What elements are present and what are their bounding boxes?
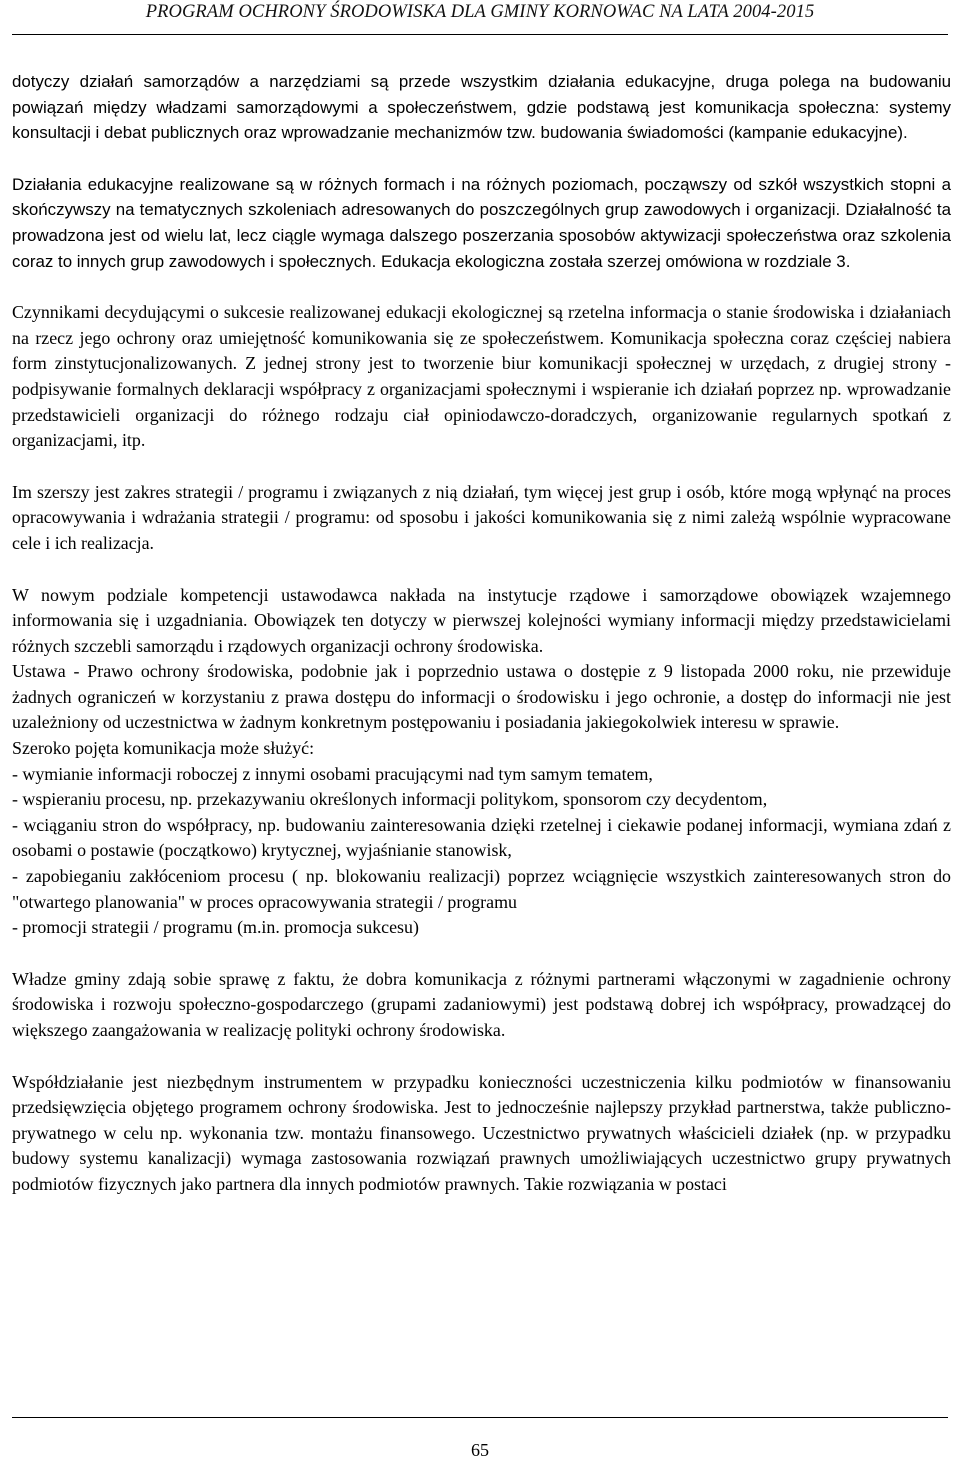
page-number: 65 [471,1440,489,1460]
paragraph-cooperation: Współdziałanie jest niezbędnym instrumentem w przypadku konieczności uczestniczenia kilku podmiotów w finansowaniu przedsięwzięcia objętego programem ochrony środowiska. Jest to jednocześnie najlepszy przykład partnerstwa, także publiczno-prywatnego w celu np. wykonania tzw. montażu finansowego. Uczestnictwo prywatnych właścicieli działek (np. w przypadku budowy systemu kanalizacji) wymaga zastosowania rozwiązań prawnych umożliwiających uczestnictwo grupy prywatnych podmiotów fizycznych jako partnera dla innych podmiotów prawnych. Takie rozwiązania w postaci [12,1071,951,1194]
header-divider [12,34,948,35]
paragraph-environmental-law: Ustawa - Prawo ochrony środowiska, podobnie jak i poprzednio ustawa o dostępie z 9 listopada 2000 roku, nie przewiduje żadnych ograniczeń w korzystaniu z prawa dostępu do informacji o środowisku i jego ochronie, a dostęp do informacji nie jest uzależniony od uczestnictwa w żadnym konkretnym postępowaniu i posiadania jakiegokolwiek interesu w sprawie. [12,661,951,733]
paragraph-intro: dotyczy działań samorządów a narzędziami są przede wszystkim działania edukacyjne, druga polega na budowaniu powiązań między władzami samorządowymi a społeczeństwem, gdzie podstawą jest komunikacja społeczna: systemy konsultacji i debat publicznych oraz wprowadzanie mechanizmów tzw. budowania świadomości (kampanie edukacyjne). [12,72,951,143]
list-item: - zapobieganiu zakłóceniom procesu ( np. blokowaniu realizacji) poprzez wciągnięcie wszystkich zainteresowanych stron do "otwartego planowania" w proces opracowywania strategii / programu [12,866,951,912]
list-item: - wymianie informacji roboczej z innymi osobami pracującymi nad tym samym tematem, [12,763,653,784]
list-item: - promocji strategii / programu (m.in. promocja sukcesu) [12,917,419,938]
footer-divider [12,1417,948,1418]
paragraph-success-factors: Czynnikami decydującymi o sukcesie realizowanej edukacji ekologicznej są rzetelna informacja o stanie środowiska i działaniach na rzecz jego ochrony oraz umiejętność komunikowania się ze społeczeństwem. Komunikacja społeczna coraz częściej nabiera form zinstytucjonalizowanych. Z jednej strony jest to tworzenie biur komunikacji społecznej w urzędach, z drugiej strony - podpisywanie formalnych deklaracji współpracy z organizacjami społecznymi i wspieranie ich działań poprzez np. wprowadzanie przedstawicieli organizacji do różnego rodzaju ciał opiniodawczo-doradczych, organizowanie regularnych spotkań z organizacjami, itp. [12,302,951,451]
paragraph-municipal-authorities: Władze gminy zdają sobie sprawę z faktu, że dobra komunikacja z różnymi partnerami włączonymi w zagadnienie ochrony środowiska i rozwoju społeczno-gospodarczego (grupami zadaniowymi) jest podstawą dobrej ich współpracy, prowadzącej do większego zaangażowania w realizację polityki ochrony środowiska. [12,968,951,1040]
document-body [12,69,951,1198]
list-item: - wspieraniu procesu, np. przekazywaniu określonych informacji politykom, sponsorom czy decydentom, [12,789,768,810]
running-header: PROGRAM OCHRONY ŚRODOWISKA DLA GMINY KORNOWAC NA LATA 2004-2015 [145,2,815,22]
paragraph-educational-actions: Działania edukacyjne realizowane są w różnych formach i na różnych poziomach, począwszy od szkół wszystkich stopni a skończywszy na tematycznych szkoleniach adresowanych do poszczególnych grup zawodowych i organizacji. Działalność ta prowadzona jest od wielu lat, lecz ciągle wymaga dalszego poszerzania sposobów aktywizacji społeczeństwa oraz szkolenia coraz to innych grup zawodowych i społecznych. Edukacja ekologiczna została szerzej omówiona w rozdziale 3. [12,174,951,271]
list-item: - wciąganiu stron do współpracy, np. budowaniu zainteresowania dzięki rzetelnej i ciekawie podanej informacji, wymiana zdań z osobami o postawie (początkowo) krytycznej, wyjaśnianie stanowisk, [12,814,951,861]
paragraph-strategy-scope: Im szerszy jest zakres strategii / programu i związanych z nią działań, tym więcej jest grup i osób, które mogą wpłynąć na proces opracowywania i wdrażania strategii / programu: od sposobu i jakości komunikowania się z nimi zależą wspólnie wypracowane cele i ich realizacja. [12,481,951,553]
paragraph-communication-purposes: Szeroko pojęta komunikacja może służyć: [12,738,315,759]
paragraph-competences: W nowym podziale kompetencji ustawodawca nakłada na instytucje rządowe i samorządowe obowiązek wzajemnego informowania się i uzgadniania. Obowiązek ten dotyczy w pierwszej kolejności wymiany informacji między przedstawicielami różnych szczebli samorządu i rządowych organizacji ochrony środowiska. [12,584,951,656]
